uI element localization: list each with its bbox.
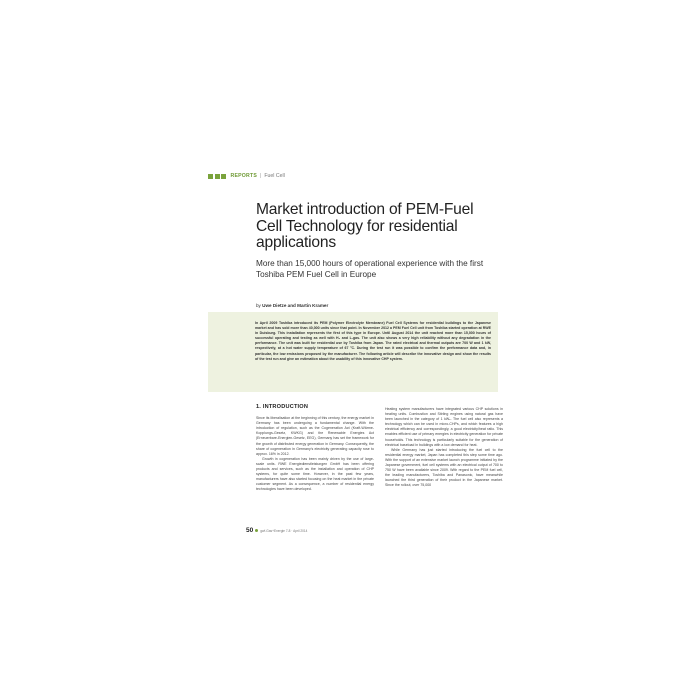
footer-dot-icon	[255, 529, 258, 532]
header-square-icon	[221, 174, 226, 179]
article-title: Market introduction of PEM-Fuel Cell Technology for residential applications	[256, 201, 474, 251]
body-column-left	[256, 405, 374, 493]
body-paragraph: Since its liberalisation at the beginning of this century, the energy market in Germany has been undergoing a fundamental change. With the introduction of regulation, such as the Cogeneration Act (Kraft-Wärme-Kopplungs-Gesetz, KWKG) and the Renewable Energies Act (Erneuerbare-Energien-Gesetz, EEG), Germany has set the framework for the growth of distributed energy generation in Germany. Consequently, the share of cogeneration in Germany's electricity generating capacity rose to approx. 16% in 2012.	[256, 416, 374, 456]
article-byline	[256, 303, 328, 308]
section-heading: 1. INTRODUCTION	[256, 404, 309, 410]
header-square-icon	[215, 174, 220, 179]
body-paragraph: Growth in cogeneration has been mainly driven by the use of large-scale units. RWE Energiedienstleistungen GmbH has been offering products and services, such as the installation and operation of CHP systems, for quite some time. However, in the past few years, manufacturers have also started focusing on the heat market in the private customer segment. As a consequence, a number of residential energy technologies have been developed.	[256, 456, 374, 492]
section-separator: |	[259, 173, 262, 179]
byline-prefix: by	[256, 303, 261, 308]
section-header	[208, 172, 285, 180]
page-footer	[246, 527, 307, 534]
abstract-text: In April 2009 Toshiba introduced its PEM (Polymer Electrolyte Membrane) Fuel Cell Systems for residential buildings to the Japanese market and has sold more than 40,000 units since that point. In November 2012 a PEM Fuel Cell unit from Toshiba started operation at RWE in Duisburg. This installation represents the first of this type in Europe. Until August 2014 the unit reached more than 15,000 hours of successful operating and testing as well with H₂ and L-gas. The unit also shows a very high reliability without any degradation in the performance. The unit was built for residential use by Toshiba from Japan. The rated electrical and thermal outputs are 700 W and 1 kW, respectively, at a hot water supply temperature of 67 °C. During the test run it was possible to confirm the performance data and, in particular, the low emissions proposed by the manufacturer. The following article will describe the innovative design and show the results of the test run and give an estimation about the usability of this innovative CHP system.	[255, 321, 491, 361]
article-page	[208, 160, 503, 538]
journal-citation: gwf-Gas+Energie 7-8 · April 2014	[260, 528, 308, 533]
section-label: REPORTS	[230, 173, 257, 179]
page-number: 50	[246, 527, 254, 534]
body-column-right	[385, 407, 503, 489]
body-paragraph: Heating system manufacturers have integrated various CHP solutions in heating units. Combustion and Stirling engines using natural gas have been launched in the category of 1 kWₑ. The fuel cell also represents a technology which can be used in micro-CHPs, and which features a high electrical efficiency and correspondingly, a good electricity/heat ratio. This enables efficient use of primary energies in electricity generation for private households. This technology is particularly suitable for the generation of electrical baseload in buildings with a low demand for heat.	[385, 407, 503, 447]
body-paragraph: While Germany has just started introducing the fuel cell to the residential energy market, Japan has completed this step some time ago. With the support of an extensive market launch programme initiated by the Japanese government, fuel cell systems with an electrical output of 700 to 750 W have been available since 2009. With regard to the PEM fuel cell, the leading manufacturers, Toshiba and Panasonic, have meanwhile launched the third generation of their product in the Japanese market. Since the rollout, over 75,000	[385, 447, 503, 488]
article-subtitle: More than 15,000 hours of operational experience with the first Toshiba PEM Fuel Cell in Europe	[256, 259, 484, 279]
abstract-box	[208, 312, 498, 392]
author-names: Uwe Dietze and Martin Kramer	[262, 303, 329, 308]
header-square-icon	[208, 174, 213, 179]
section-subtitle: Fuel Cell	[264, 173, 285, 179]
